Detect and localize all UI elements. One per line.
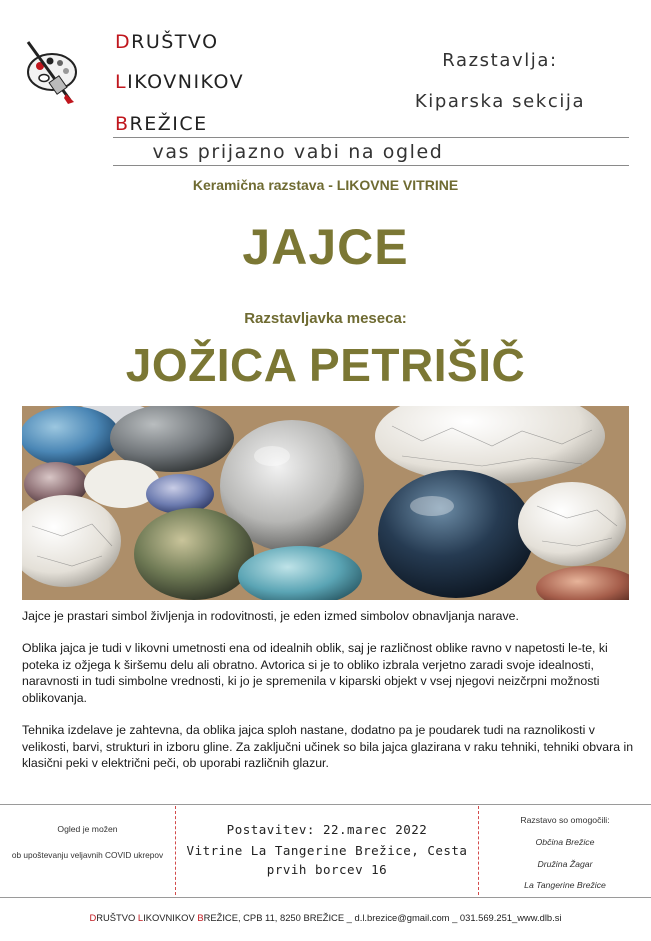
invitation-text: vas prijazno vabi na ogled bbox=[152, 141, 444, 163]
ceramic-eggs-photo bbox=[22, 406, 629, 600]
sponsor-item: Družina Žagar bbox=[537, 859, 593, 869]
exhibition-title: JAJCE bbox=[242, 219, 409, 275]
contact-word: IKOVNIKOV bbox=[143, 912, 198, 923]
contact-initial-d: D bbox=[89, 912, 97, 923]
setup-location-line-2: prvih borcev 16 bbox=[266, 862, 388, 877]
artist-label: Razstavljavka meseca: bbox=[244, 310, 407, 327]
description-paragraph-2: Oblika jajca je tudi v likovni umetnosti ena od idealnih oblik, saj je različnost oblike ravno v napetosti le-te, ki poteka iz ožjega k širšemu delu ali obratno. Avtorica si je to obliko izbrala verjetno zaradi svoje idealnosti, naravnosti in tudi simbolne vrednosti, ki jo je spremenila v kiparski objekt v vsej njegovi neizčrpni možnosti oblikovanja. bbox=[22, 641, 608, 705]
palette-logo-icon bbox=[22, 36, 84, 106]
contact-line bbox=[0, 912, 651, 923]
contact-initial-b: B bbox=[197, 912, 204, 923]
header-divider-top bbox=[113, 137, 629, 138]
exhibition-subtitle: Keramična razstava - LIKOVNE VITRINE bbox=[192, 177, 459, 193]
org-name-line-3 bbox=[115, 113, 208, 135]
visit-note-title: Ogled je možen bbox=[57, 824, 118, 834]
sponsor-item: Občina Brežice bbox=[535, 837, 595, 847]
sponsors-title: Razstavo so omogočili: bbox=[520, 815, 610, 825]
artist-name: JOŽICA PETRIŠIČ bbox=[125, 339, 526, 391]
footer-box-top-border bbox=[0, 804, 651, 805]
org-word-rest: RUŠTVO bbox=[131, 31, 219, 53]
contact-details: REŽICE, CPB 11, 8250 BREŽICE _ d.l.brezice@gmail.com _ 031.569.251_www.dlb.si bbox=[203, 912, 562, 923]
org-name-line-2 bbox=[115, 71, 244, 93]
contact-initial-l: L bbox=[137, 912, 144, 923]
footer-box-bottom-border bbox=[0, 897, 651, 898]
org-initial-b: B bbox=[115, 113, 130, 135]
setup-date: Postavitev: 22.marec 2022 bbox=[226, 822, 428, 837]
contact-word: RUŠTVO bbox=[96, 912, 138, 923]
exhibits-label: Razstavlja: bbox=[442, 50, 558, 71]
org-name-line-1 bbox=[115, 31, 219, 53]
org-initial-d: D bbox=[115, 31, 132, 53]
org-word-rest: REŽICE bbox=[129, 113, 208, 135]
setup-location-line-1: Vitrine La Tangerine Brežice, Cesta bbox=[186, 843, 468, 858]
visit-note-covid: ob upoštevanju veljavnih COVID ukrepov bbox=[11, 850, 164, 860]
org-initial-l: L bbox=[115, 71, 128, 93]
sponsor-item: La Tangerine Brežice bbox=[524, 880, 606, 890]
header-divider-bottom bbox=[113, 165, 629, 166]
section-name: Kiparska sekcija bbox=[414, 91, 586, 112]
description-paragraph-1: Jajce je prastari simbol življenja in rodovitnosti, je eden izmed simbolov obnavljanja narave. bbox=[22, 609, 519, 623]
description-paragraph-3: Tehnika izdelave je zahtevna, da oblika jajca sploh nastane, dodatno pa je poudarek tudi na raznolikosti v velikosti, barvi, strukturi in izboru gline. Za zaključni učinek so bila jajca glazirana v raku tehniki, tehniki obvara in klasični peki v električni peči, ob uporabi različnih glazur. bbox=[22, 723, 634, 770]
org-word-rest: IKOVNIKOV bbox=[127, 71, 245, 93]
